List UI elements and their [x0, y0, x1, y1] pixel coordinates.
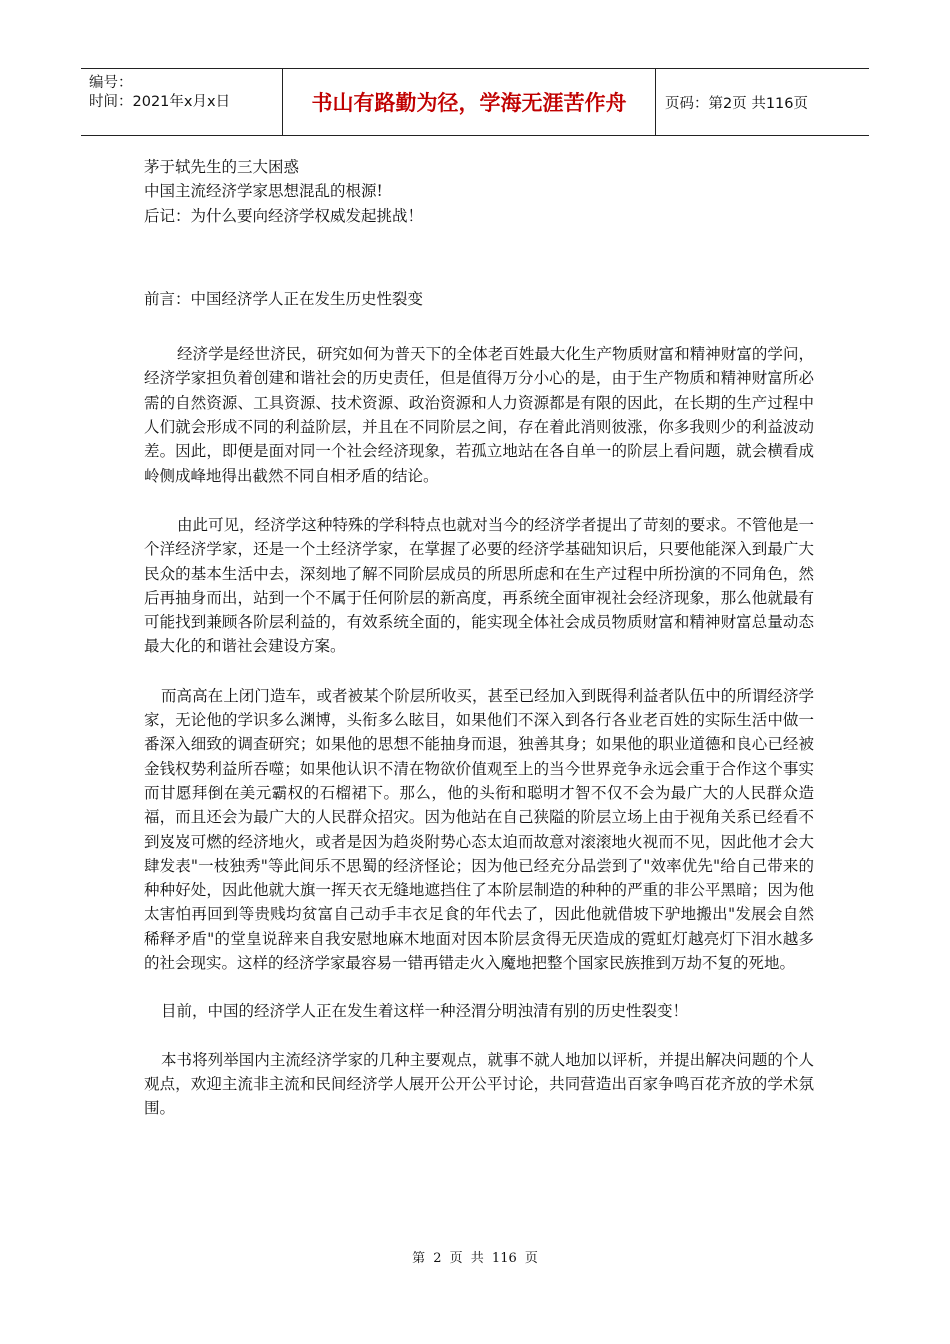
header-page-info: 页码：第2页 共116页 — [665, 95, 809, 112]
section-title: 前言：中国经济学人正在发生历史性裂变 — [144, 289, 424, 308]
body-paragraph: 而高高在上闭门造车，或者被某个阶层所收买，甚至已经加入到既得利益者队伍中的所谓经济学家，无论他的学识多么渊博，头衔多么眩目，如果他们不深入到各行各业老百姓的实际生活中做一番深入细致的调查研究；如果他的思想不能抽身而退，独善其身；如果他的职业道德和良心已经被金钱权势利益所吞噬；如果他认识不清在物欲价值观至上的当今世界竞争永远会重于合作这个事实而甘愿拜倒在美元霸权的石榴裙下。那么，他的头衔和聪明才智不仅不会为最广大的人民群众造福，而且还会为最广大的人民群众招灾。因为他站在自己狭隘的阶层立场上由于视角关系已经看不到岌岌可燃的经济地火，或者是因为趋炎附势心态太迫而故意对滚滚地火视而不见，因此他才会大肆发表"一枝独秀"等此间乐不思蜀的经济怪论；因为他已经充分品尝到了"效率优先"给自己带来的种种好处，因此他就大旗一挥天衣无缝地遮挡住了本阶层制造的种种的严重的非公平黑暗；因为他太害怕再回到等贵贱均贫富自己动手丰衣足食的年代去了，因此他就借坡下驴地搬出"发展会自然稀释矛盾"的堂皇说辞来自我安慰地麻木地面对因本阶层贪得无厌造成的霓虹灯越亮灯下泪水越多的社会现实。这样的经济学家最容易一错再错走火入魔地把整个国家民族推到万劫不复的死地。 — [144, 686, 814, 973]
document-date: 时间：2021年x月x日 — [89, 94, 231, 110]
body-paragraph: 由此可见，经济学这种特殊的学科特点也就对当今的经济学者提出了苛刻的要求。不管他是一个洋经济学家，还是一个土经济学家，在掌握了必要的经济学基础知识后，只要他能深入到最广大民众的基本生活中去，深刻地了解不同阶层成员的所思所虑和在生产过程中所扮演的不同角色，然后再抽身而出，站到一个不属于任何阶层的新高度，再系统全面审视社会经济现象，那么他就最有可能找到兼顾各阶层利益的，有效系统全面的，能实现全体社会成员物质财富和精神财富总量动态最大化的和谐社会建设方案。 — [144, 515, 814, 656]
document-body — [144, 155, 814, 1121]
body-paragraph: 目前，中国的经济学人正在发生着这样一种泾渭分明浊清有别的历史性裂变！ — [161, 1002, 689, 1021]
page-footer: 第 2 页 共 116 页 — [412, 1251, 538, 1266]
toc-entry: 中国主流经济学家思想混乱的根源! — [144, 182, 383, 201]
body-paragraph: 经济学是经世济民，研究如何为普天下的全体老百姓最大化生产物质财富和精神财富的学问，经济学家担负着创建和谐社会的历史责任，但是值得万分小心的是，由于生产物质和精神财富所必需的自然资源、工具资源、技术资源、政治资源和人力资源都是有限的因此，在长期的生产过程中人们就会形成不同的利益阶层，并且在不同阶层之间，存在着此消则彼涨，你多我则少的利益波动差。因此，即便是面对同一个社会经济现象，若孤立地站在各自单一的阶层上看问题，就会横看成岭侧成峰地得出截然不同自相矛盾的结论。 — [144, 345, 814, 485]
header-meta — [81, 69, 282, 135]
body-paragraph: 本书将列举国内主流经济学家的几种主要观点，就事不就人地加以评析，并提出解决问题的个人观点，欢迎主流非主流和民间经济学人展开公开公平讨论，共同营造出百家争鸣百花齐放的学术氛围。 — [144, 1050, 814, 1118]
table-of-contents — [144, 155, 814, 228]
toc-entry: 后记：为什么要向经济学权威发起挑战！ — [144, 206, 424, 225]
document-number-label: 编号： — [89, 75, 133, 91]
page-header — [81, 68, 869, 136]
header-motto: 书山有路勤为径，学海无涯苦作舟 — [282, 69, 656, 135]
toc-entry: 茅于轼先生的三大困惑 — [144, 158, 300, 176]
